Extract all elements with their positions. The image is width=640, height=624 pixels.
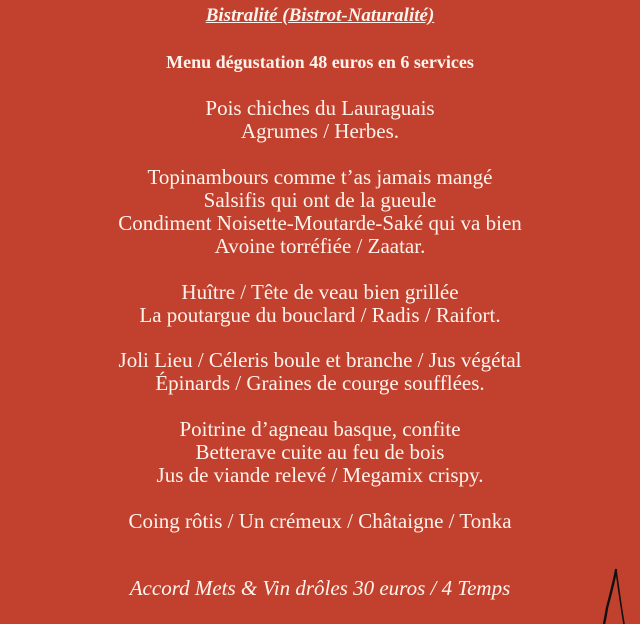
course-line: Betterave cuite au feu de bois <box>195 440 445 464</box>
course-line: Salsifis qui ont de la gueule <box>203 188 437 212</box>
course-line: Huître / Tête de veau bien grillée <box>181 280 459 304</box>
menu-title: Bistralité (Bistrot-Naturalité) <box>205 5 435 26</box>
course-line: Agrumes / Herbes. <box>240 119 400 143</box>
signature-mark <box>598 568 632 624</box>
course-line: Coing rôtis / Un crémeux / Châtaigne / Tonka <box>128 509 512 533</box>
course-line: Joli Lieu / Céleris boule et branche / Jus végétal <box>118 348 522 372</box>
course-line: Poitrine d’agneau basque, confite <box>179 417 461 441</box>
course-line: Topinambours comme t’as jamais mangé <box>147 165 493 189</box>
course-line: La poutargue du bouclard / Radis / Raifort. <box>139 303 501 327</box>
course-line: Pois chiches du Lauraguais <box>205 96 435 120</box>
wine-pairing-footer: Accord Mets & Vin drôles 30 euros / 4 Temps <box>129 576 511 600</box>
course-line: Épinards / Graines de courge soufflées. <box>155 371 485 395</box>
course-line: Condiment Noisette-Moutarde-Saké qui va bien <box>118 211 522 235</box>
course-line: Jus de viande relevé / Megamix crispy. <box>156 463 484 487</box>
menu-subtitle: Menu dégustation 48 euros en 6 services <box>166 52 474 72</box>
course-line: Avoine torréfiée / Zaatar. <box>214 234 426 258</box>
